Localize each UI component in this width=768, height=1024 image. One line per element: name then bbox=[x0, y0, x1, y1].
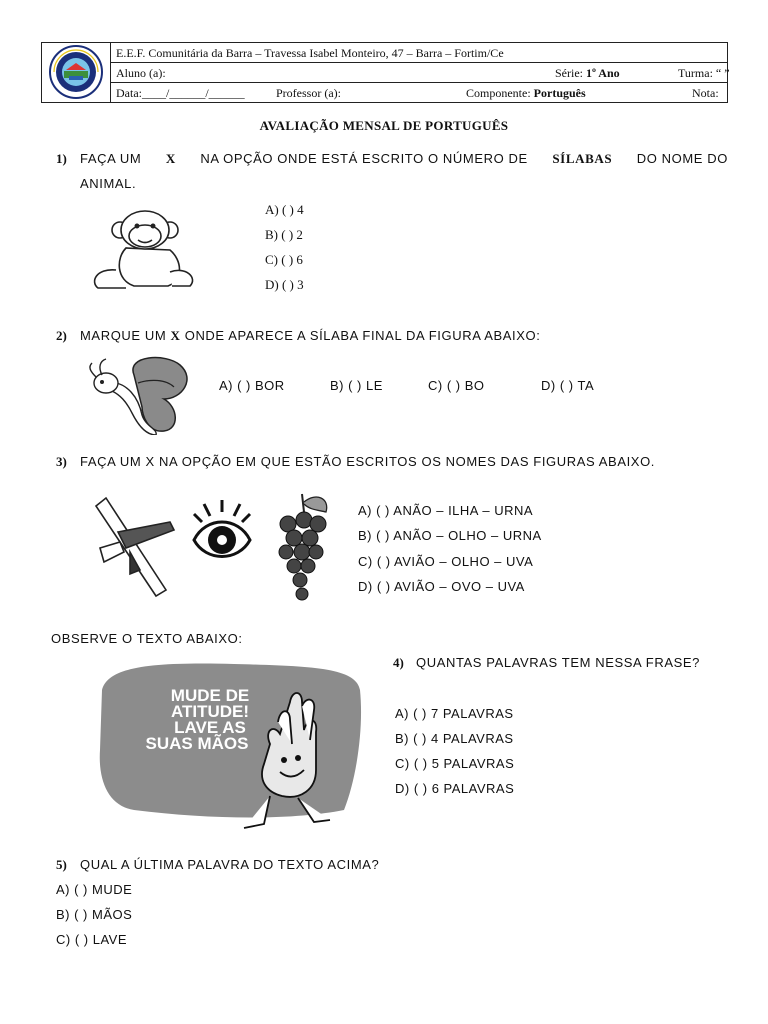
class-label: Turma: “ ” bbox=[678, 66, 730, 80]
school-logo-cell bbox=[42, 43, 111, 102]
poster-line-4: SUAS MÃOS bbox=[145, 734, 249, 753]
school-logo bbox=[42, 43, 111, 102]
q2-option-b[interactable]: B) ( ) LE bbox=[330, 378, 383, 393]
teacher-label: Professor (a): bbox=[276, 86, 341, 100]
q4-text: QUANTAS PALAVRAS TEM NESSA FRASE? bbox=[416, 655, 700, 670]
q2-number: 2) bbox=[56, 328, 67, 343]
grapes-illustration bbox=[272, 490, 334, 610]
subject-label: Componente: Português bbox=[466, 86, 586, 100]
poster-line-2: ATITUDE! bbox=[170, 702, 250, 721]
q5-option-c[interactable]: C) ( ) LAVE bbox=[56, 932, 127, 947]
monkey-illustration bbox=[86, 208, 202, 292]
q1-number: 1) bbox=[56, 151, 67, 166]
q2-option-c[interactable]: C) ( ) BO bbox=[428, 378, 485, 393]
poster-image bbox=[94, 660, 376, 838]
header-table bbox=[41, 42, 728, 103]
poster-line-3: LAVE AS bbox=[174, 718, 246, 737]
poster-line-1: MUDE DE bbox=[170, 686, 250, 705]
q5-number: 5) bbox=[56, 857, 67, 872]
q2-option-a[interactable]: A) ( ) BOR bbox=[219, 378, 285, 393]
q1-text-line1: FAÇA UM X NA OPÇÃO ONDE ESTÁ ESCRITO O NÚMERO DE SÍLABAS DO NOME DO bbox=[80, 151, 728, 166]
q1-option-d[interactable]: D) ( ) 3 bbox=[265, 277, 304, 292]
butterfly-illustration bbox=[86, 355, 202, 435]
q4-option-a[interactable]: A) ( ) 7 PALAVRAS bbox=[395, 706, 514, 721]
q3-option-b[interactable]: B) ( ) ANÃO – OLHO – URNA bbox=[358, 528, 542, 543]
header-row-school bbox=[111, 43, 727, 63]
grade-score-label: Nota: bbox=[692, 86, 719, 100]
q5-option-a[interactable]: A) ( ) MUDE bbox=[56, 882, 133, 897]
q2-option-d[interactable]: D) ( ) TA bbox=[541, 378, 595, 393]
q1-option-a[interactable]: A) ( ) 4 bbox=[265, 202, 304, 217]
header-row-student bbox=[111, 63, 730, 83]
q4-option-c[interactable]: C) ( ) 5 PALAVRAS bbox=[395, 756, 515, 771]
q3-text: FAÇA UM X NA OPÇÃO EM QUE ESTÃO ESCRITOS OS NOMES DAS FIGURAS ABAIXO. bbox=[80, 454, 655, 469]
q1-option-b[interactable]: B) ( ) 2 bbox=[265, 227, 303, 242]
subject-value: Português bbox=[533, 86, 586, 100]
q5-text: QUAL A ÚLTIMA PALAVRA DO TEXTO ACIMA? bbox=[80, 857, 380, 872]
grade-value: 1º Ano bbox=[586, 66, 620, 80]
q4-option-b[interactable]: B) ( ) 4 PALAVRAS bbox=[395, 731, 514, 746]
q4-number: 4) bbox=[393, 655, 404, 670]
q5-option-b[interactable]: B) ( ) MÃOS bbox=[56, 907, 133, 922]
observe-heading: OBSERVE O TEXTO ABAIXO: bbox=[51, 631, 243, 646]
q1-text-line2: ANIMAL. bbox=[80, 176, 137, 191]
q1-option-c[interactable]: C) ( ) 6 bbox=[265, 252, 303, 267]
date-label: Data:____/______/______ bbox=[116, 86, 245, 100]
student-label: Aluno (a): bbox=[116, 66, 166, 80]
q3-option-d[interactable]: D) ( ) AVIÃO – OVO – UVA bbox=[358, 579, 525, 594]
q3-option-a[interactable]: A) ( ) ANÃO – ILHA – URNA bbox=[358, 503, 534, 518]
eye-illustration bbox=[190, 496, 254, 568]
page-title: AVALIAÇÃO MENSAL DE PORTUGUÊS bbox=[259, 118, 509, 133]
q3-option-c[interactable]: C) ( ) AVIÃO – OLHO – UVA bbox=[358, 554, 534, 569]
header-row-date bbox=[111, 83, 727, 103]
q4-option-d[interactable]: D) ( ) 6 PALAVRAS bbox=[395, 781, 515, 796]
grade-label: Série: 1º Ano bbox=[555, 66, 620, 80]
airplane-illustration bbox=[90, 492, 176, 600]
school-name: E.E.F. Comunitária da Barra – Travessa Isabel Monteiro, 47 – Barra – Fortim/Ce bbox=[116, 46, 504, 60]
q3-number: 3) bbox=[56, 454, 67, 469]
q2-text: MARQUE UM X ONDE APARECE A SÍLABA FINAL DA FIGURA ABAIXO: bbox=[80, 328, 541, 343]
